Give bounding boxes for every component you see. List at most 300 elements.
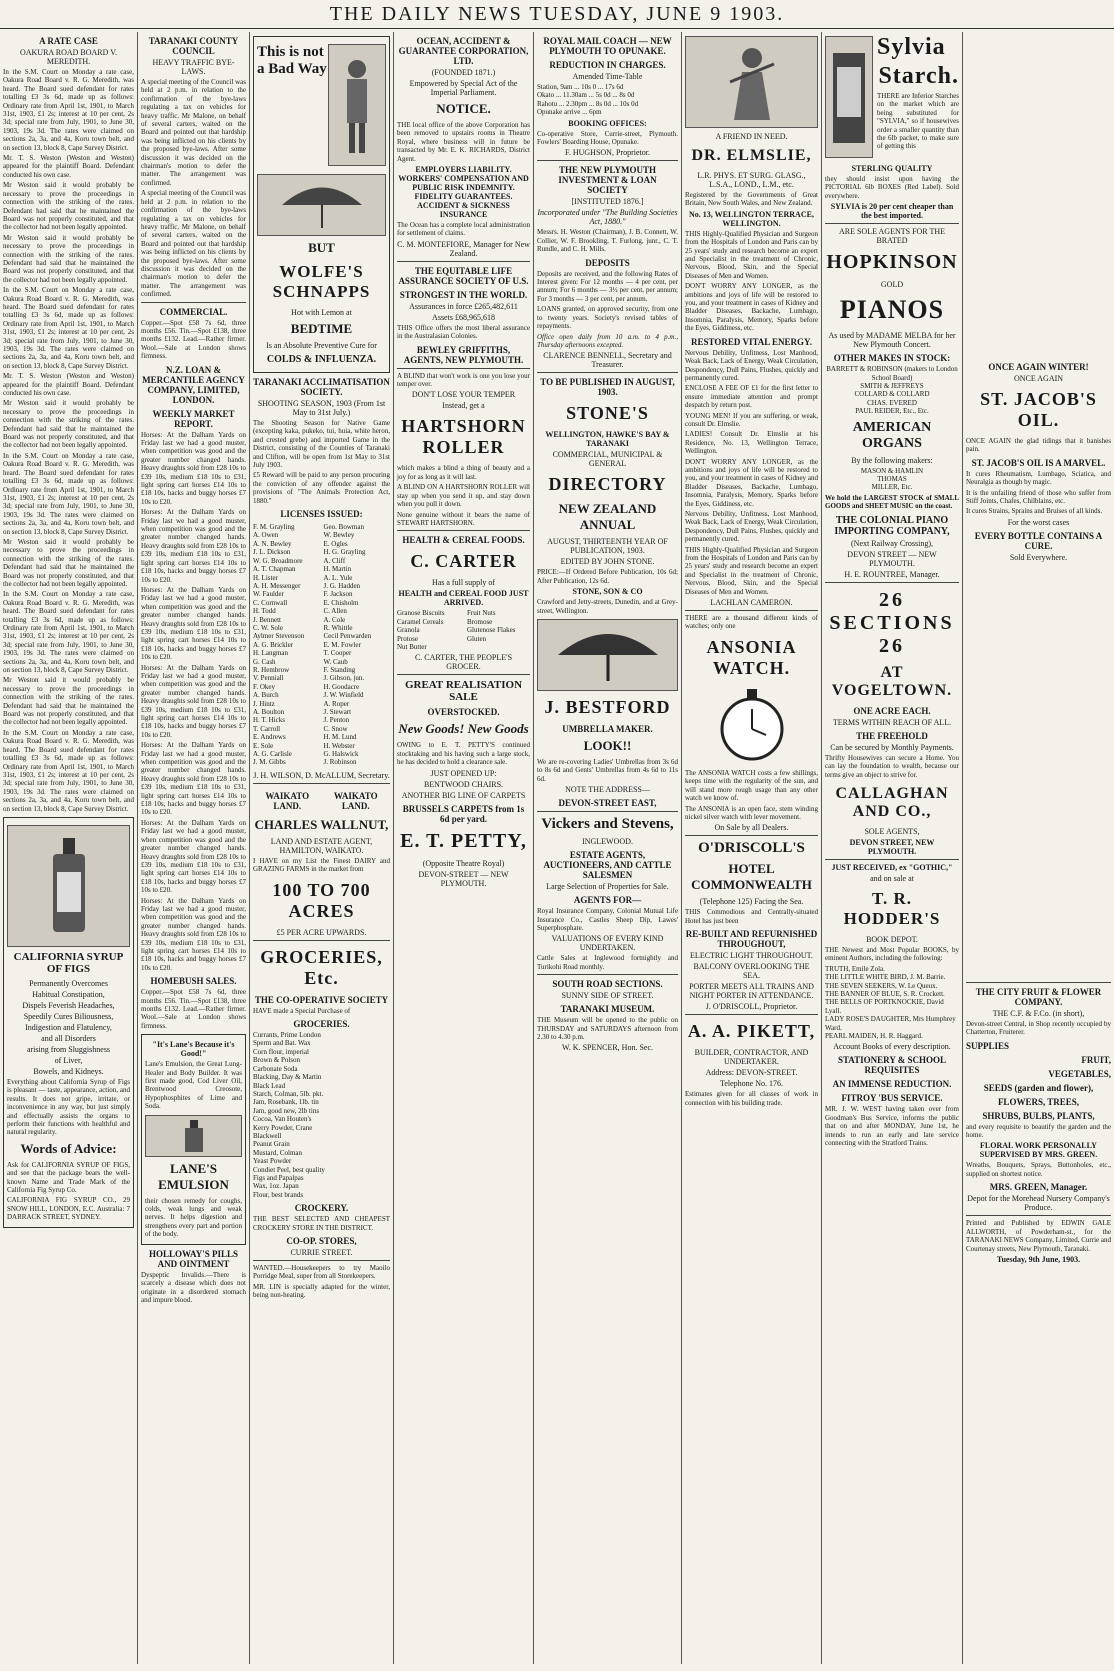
ad-line: Telephone No. 176.	[720, 1079, 783, 1089]
ad-line: BUILDER, CONTRACTOR, AND UNDERTAKER.	[694, 1048, 809, 1067]
list-item: Geo. Bowman	[323, 523, 364, 532]
coach-timetable	[537, 83, 678, 117]
directory-headline: DIRECTORY	[548, 474, 667, 495]
ad-line: Hot with Lemon at	[291, 308, 352, 317]
list-item: THE BELLS OF PORTKNOCKIE, David Lyall.	[825, 998, 944, 1015]
list-item: MILLER, Etc.	[871, 483, 913, 492]
list-item: Figs and Papalpas	[253, 1173, 304, 1182]
article-text: Horses: At the Dalham Yards on Friday last we had a good muster, when competition was good and the greater number changed hands. Heavy draughts sold from £28 10s to £39 10s, medium £18 10s to £31, light spring cart horses £14 10s to £18 10s, hacks and buggy horses £7 10s to £20.	[141, 741, 246, 817]
table-row: Okato ... 11.30am ... 5s 0d ... 8s 0d	[537, 91, 635, 100]
ad-line: COLDS & INFLUENZA.	[266, 354, 377, 365]
licensee-list	[253, 521, 390, 769]
assets-stat: Assets £68,965,618	[432, 312, 495, 322]
article-text: Dyspeptic Invalids.—There is scarcely a disease which does not originate in a disordered stomach and impure blood.	[141, 1270, 246, 1304]
ad-line: RE-BUILT AND REFURNISHED THROUGHOUT,	[685, 929, 818, 950]
list-item: V. Penniall	[253, 674, 284, 683]
hartshorn-headline: HARTSHORN ROLLER	[401, 416, 526, 458]
ad-text: THIS Highly-Qualified Physician and Surgeon from the Hospitals of London and Paris can by 25 years' study and research become an expert and Specialist in the treatment of Chronic, Nervous, Blood, Skin, and the Special Diseases of Men and Women.	[685, 545, 818, 596]
list-item: Yeast Powder	[253, 1157, 292, 1166]
list-item: H. Martin	[323, 565, 352, 574]
ad-line: BALCONY OVERLOOKING THE SEA.	[693, 962, 810, 981]
proprietor-sign: F. HUGHSON, Proprietor.	[565, 148, 650, 158]
list-item: J. Gibson, jun.	[323, 674, 365, 683]
ad-address: CALIFORNIA FIG SYRUP CO., 29 SNOW HILL, LONDON, E.C. Australia: 7 DARRACK STREET, SYDNEY.	[7, 1196, 130, 1222]
ad-text: It cures Rheumatism, Lumbago, Sciatica, and Neuralgia as though by magic.	[966, 469, 1111, 487]
list-item: G. Halswick	[323, 750, 359, 759]
ad-line: ELECTRIC LIGHT THROUGHOUT.	[690, 951, 813, 961]
ad-text: OWING to E. T. PETTY'S continued stocktaking and his having such a large stock, he has decided to hold a clearance sale.	[397, 741, 530, 767]
divider	[397, 261, 530, 262]
colonial-headline: THE COLONIAL PIANO IMPORTING COMPANY,	[834, 514, 950, 537]
ad-line: (Opposite Theatre Royal)	[422, 858, 505, 868]
ad-text: THIS Highly-Qualified Physician and Surgeon from the Hospitals of London and Paris can by 25 years' study and research become an expert and Specialist in the treatment of Chronic, Nervous, Blood, Skin, and the Special Diseases of Men and Women.	[685, 229, 818, 280]
section-heading: FITROY 'BUS SERVICE.	[841, 1093, 943, 1104]
imprint-date: Tuesday, 9th June, 1903.	[996, 1254, 1081, 1264]
ad-line: Is an Absolute Preventive Cure for	[266, 341, 377, 350]
article-text: In the S.M. Court on Monday a rate case, Oakura Road Board v. R. G. Meredith, was heard. The Board sued defendant for rates totalling £3 3s 6d, made up as follows: Ordinary rate from April 1st, 1901, to March 31st, 1903, £1 2s; interest at 10 per cent, 2s 3d; special rate from July, 1901, to June 30, 1903, 19s 3d. The rates were claimed on sections 2a, 3a, and 4a, Koru town belt, and on section 13, block 8, Cape Survey District.	[3, 451, 134, 536]
list-item: J. G. Hadden	[323, 581, 361, 590]
section-heading: LICENSES ISSUED:	[280, 509, 363, 520]
article-text: Mr. T. S. Weston (Weston and Weston) appeared for the plaintiff Board. Defendant conducted his own case.	[3, 154, 134, 179]
ad-line: and on sale at	[870, 873, 914, 883]
secretary-sign: J. H. WILSON, D. McALLUM, Secretary.	[253, 770, 390, 780]
ad-line: DEVON-STREET — NEW PLYMOUTH.	[418, 869, 509, 888]
ad-line: GOLD	[880, 280, 904, 290]
article-text: Copper.—Spot £58 7s 6d, three months £56. Tin.—Spot £138, three months £132. Lead.—Rather firmer. Wool.—Sale at London shows firmness.	[141, 318, 246, 361]
article-text: Horses: At the Dalham Yards on Friday last we had a good muster, when competition was good and the greater number changed hands. Heavy draughts sold from £28 10s to £39 10s, medium £18 10s to £31, light spring cart horses £14 10s to £18 10s, hacks and buggy horses £7 10s to £20.	[141, 818, 246, 895]
watch-icon	[714, 687, 790, 763]
ad-line: RESTORED VITAL ENERGY.	[691, 336, 812, 347]
section-heading: HOMEBUSH SALES.	[150, 976, 237, 987]
ad-line: DEVON STREET, NEW PLYMOUTH.	[849, 837, 935, 856]
list-item: Flour, best brands	[253, 1190, 304, 1199]
ad-line: TERMS WITHIN REACH OF ALL.	[832, 717, 952, 727]
ad-quote: "It's Lane's Because it's Good!"	[152, 1040, 235, 1059]
coop-street: CURRIE STREET.	[290, 1248, 353, 1257]
ad-line: BOOK DEPOT.	[866, 934, 918, 944]
ad-text: The Ocean has a complete local administration for settlement of claims.	[397, 221, 530, 238]
list-item: Granola	[397, 626, 420, 635]
list-item: E. Andrews	[253, 733, 286, 742]
sections-headline: 26 SECTIONS 26	[829, 588, 955, 657]
list-item: E. Ogles	[323, 539, 348, 548]
ad-text: Ask for CALIFORNIA SYRUP OF FIGS, and see that the package bears the well-known Name and Trade Mark of the California Fig Syrup Co.	[7, 1160, 130, 1194]
ad-text: DON'T WORRY ANY LONGER, as the ambitions and joys of life will be restored to you, and your treatment in cases of Kidney and Bladder Diseases, Backache, Lumbago, Insomnia, Paralysis, Memory, Sparks before the Eyes, Giddiness, etc.	[685, 457, 818, 508]
ad-text: The ANSONIA is an open face, stem winding nickel silver watch with lever movement.	[685, 804, 818, 821]
licensee-column	[324, 523, 391, 767]
article-text: In the S.M. Court on Monday a rate case, Oakura Road Board v. R. G. Meredith, was heard. The Board sued defendant for rates totalling £3 3s 6d, made up as follows: Ordinary rate from April 1st, 1901, to March 31st, 1903, £1 2s; interest at 10 per cent, 2s 3d; special rate from July, 1901, to June 30, 1903, 19s 3d. The rates were claimed on sections 2a, 3a, and 4a, Koru town belt, and on section 13, block 8, Cape Survey District.	[3, 590, 134, 675]
list-item: THOMAS	[877, 475, 907, 484]
ad-text: Nervous Debility, Unfitness, Lost Manhood, Weak Back, Lack of Energy, Weak Circulation, Despondency, Dull Pains, Flushes, quickly and permanently cured.	[685, 510, 818, 544]
list-item: BARRETT & ROBINSON (makers to London School Board)	[826, 365, 958, 382]
divider	[397, 674, 530, 675]
article-text: Horses: At the Dalham Yards on Friday last we had a good muster, when competition was good and the greater number changed hands. Heavy draughts sold from £28 10s to £39 10s, medium £18 10s to £31, light spring cart horses £14 10s to £18 10s, hacks and buggy horses £7 10s to £20.	[141, 430, 246, 506]
ad-line: Has a full supply of	[431, 578, 496, 588]
list-item: Wax, 1oz. Japan	[253, 1182, 299, 1191]
ad-line: SUNNY SIDE OF STREET.	[561, 991, 654, 1001]
manager-sign: C. M. MONTEFIORE, Manager for New Zealand.	[397, 239, 530, 258]
waikato-left: WAIKATO LAND.	[265, 790, 310, 811]
ad-line: Speedily Cures Biliousness,	[23, 1011, 114, 1021]
list-item: A. Cliff	[323, 556, 346, 565]
ad-text: THE local office of the above Corporation has been removed to upstairs rooms in Theatre Royal, where business will in future be transacted by Mr. E. K. RICHARDS, District Agent.	[397, 121, 530, 163]
ad-line: EDITED BY JOHN STONE.	[560, 557, 655, 567]
list-item: Brown & Polson	[253, 1056, 301, 1065]
section-subheading: Empowered by Special Act of the Imperial Parliament.	[409, 79, 518, 97]
list-item: H. Lister	[253, 573, 278, 582]
list-item: A. G. Brickler	[253, 640, 294, 649]
ad-text: and every requisite to beautify the garden and the home.	[966, 1122, 1111, 1140]
section-heading: HEALTH & CEREAL FOODS.	[402, 535, 525, 546]
ad-line: Instead, get a	[442, 401, 485, 411]
ad-text: Estimates given for all classes of work in connection with his building trade.	[685, 1090, 818, 1107]
ad-text: Thrifty Housewives can secure a Home. You can lay the foundation to wealth, because our terms give an object to strive for.	[825, 753, 959, 779]
table-row: Rahotu ... 2.30pm ... 8s 0d ... 10s 0d	[537, 99, 639, 108]
ad-text: Royal Insurance Company, Colonial Mutual Life Insurance Co., Castles Sheep Dip, Lawes' Superphosphate.	[537, 907, 678, 932]
article-text: Horses: At the Dalham Yards on Friday last we had a good muster, when competition was good and the greater number changed hands. Heavy draughts sold from £28 10s to £39 10s, medium £18 10s to £31, light spring cart horses £14 10s to £18 10s, hacks and buggy horses £7 10s to £20.	[141, 663, 246, 739]
list-item: A. T. Chapman	[253, 565, 296, 574]
ad-line: SOLE AGENTS,	[864, 826, 920, 836]
ad-text: MR. LIN is specially adapted for the winter, being non-heating.	[253, 1282, 390, 1300]
list-item: F. Standing	[323, 665, 356, 674]
article-text: Copper.—Spot £58 7s 6d, three months £56. Tin.—Spot £138, three months £132. Lead.—Rather firmer. Wool.—Sale at London shows firmness.	[141, 988, 246, 1030]
ad-line: SEEDS (garden and flower),	[983, 1082, 1094, 1093]
lanes-illustration	[145, 1115, 242, 1157]
list-item: F. Okey	[253, 682, 275, 691]
list-item: Peanut Grain	[253, 1140, 290, 1149]
divider	[537, 372, 678, 373]
list-item: Gluten	[467, 634, 487, 643]
section-heading: STRONGEST IN THE WORLD.	[399, 289, 528, 300]
ad-line: THE FREEHOLD	[856, 730, 928, 741]
sale-heading: GREAT REALISATION SALE	[404, 679, 523, 704]
ad-line: SOUTH ROAD SECTIONS.	[552, 979, 663, 990]
list-item: LADY ROSE'S DAUGHTER, Mrs Humphrey Ward.	[825, 1015, 956, 1032]
section-heading: THE CITY FRUIT & FLOWER COMPANY.	[975, 986, 1102, 1007]
list-item: J. Hintz	[253, 699, 275, 708]
list-item: T. Carroll	[253, 724, 281, 733]
list-item: PAUL REIDER, Etc., Etc.	[855, 407, 929, 416]
list-item: W. Bewley	[323, 531, 355, 540]
list-item: Fruit Nuts	[467, 609, 496, 618]
list-item: Sperm and Bat. Wax	[253, 1039, 311, 1048]
ad-line: UMBRELLA MAKER.	[562, 723, 653, 734]
ad-line: C. CARTER, THE PEOPLE'S GROCER.	[414, 653, 513, 672]
divider	[825, 582, 959, 583]
ad-text: THERE are Inferior Starches on the market which are being substituted for "SYLVIA," so if housewives order a smaller quantity than the 6lb packet, to make sure of getting this	[877, 92, 959, 151]
list-item: A. G. Carlisle	[253, 750, 292, 759]
divider	[537, 160, 678, 161]
ad-line: SHRUBS, BULBS, PLANTS,	[982, 1110, 1095, 1121]
list-item: THE SEVEN SEEKERS, W. Le Queux.	[825, 981, 938, 990]
list-item: PEARL MAIDEN, H. R. Haggard.	[825, 1031, 923, 1040]
list-item: C. W. Sole	[253, 623, 283, 632]
umbrella-icon	[277, 180, 367, 230]
odriscoll-headline: O'DRISCOLL'S	[698, 840, 805, 857]
list-item: A. H. Messenger	[253, 581, 301, 590]
list-item: Condiet Peel, best quality	[253, 1165, 325, 1174]
petty-headline: E. T. PETTY,	[400, 829, 527, 852]
column-6	[681, 32, 821, 1664]
ad-line: SUPPLIES	[966, 1040, 1010, 1051]
article-text: Mr Weston said it would probably be necessary to prove the proceedings in connection with the striking of the rates. Defendant had said that he maintained the Board was not properly constituted, and that the collector had not been legally appointed.	[3, 537, 134, 588]
ad-line: PORTER MEETS ALL TRAINS AND NIGHT PORTER IN ATTENDANCE.	[689, 982, 814, 1001]
ad-text: THE Newest and Most Popular BOOKS, by eminent Authors, including the following:	[825, 945, 959, 963]
friend-in-need-illustration	[685, 36, 818, 128]
ad-line: SYLVIA is 20 per cent cheaper than the best imported.	[830, 202, 954, 221]
bottle-icon	[179, 1119, 209, 1153]
ad-line: JUST OPENED UP:	[430, 768, 497, 778]
list-item: C. Cornwall	[253, 598, 288, 607]
booking-heading: BOOKING OFFICES:	[568, 118, 647, 128]
ad-text: DON'T WORRY ANY LONGER, as the ambitions and joys of life will be restored to you, and your treatment in cases of Kidney and Bladder Diseases, Backache, Lumbago, Insomnia, Paralysis, Memory, Sparks before the Eyes, Giddiness, etc.	[685, 282, 818, 333]
section-heading: WEEKLY MARKET REPORT.	[152, 408, 235, 429]
article-text: Mr Weston said it would probably be necessary to prove the proceedings in connection with the striking of the rates. Defendant had said that he maintained the Board was not properly constituted, and that the collector had not been legally appointed.	[3, 181, 134, 232]
list-item: THE LITTLE WHITE BIRD, J. M. Barrie.	[825, 973, 946, 982]
advertiser-sub: LAND AND ESTATE AGENT, HAMILTON, WAIKATO.	[270, 836, 373, 855]
column-7	[821, 32, 962, 1664]
section-heading: COMMERCIAL.	[159, 306, 228, 317]
umbrella-illustration	[537, 619, 678, 691]
ad-title: LANE'S EMULSION	[158, 1160, 229, 1192]
section-heading: ROYAL MAIL COACH — NEW PLYMOUTH TO OPUNAKE.	[543, 36, 672, 56]
article-subheading: OAKURA ROAD BOARD V. MEREDITH.	[19, 48, 118, 66]
list-item: H. Goodacre	[323, 682, 360, 691]
article-text: Horses: At the Dalham Yards on Friday last we had a good muster, when competition was good and the greater number changed hands. Heavy draughts sold from £28 10s to £39 10s, medium £18 10s to £31, light spring cart horses £14 10s to £18 10s, hacks and buggy horses £7 10s to £20.	[141, 585, 246, 662]
ad-line: ANOTHER BIG LINE OF CARPETS	[401, 790, 526, 800]
list-item: CHAS. EVERED	[867, 398, 917, 407]
divider	[537, 811, 678, 812]
ad-line: STONE, SON & CO	[572, 587, 643, 597]
ad-line: STATIONERY & SCHOOL REQUISITES	[837, 1055, 947, 1076]
list-item: J. Penton	[323, 716, 350, 725]
ad-line: Indigestion and Flatulency,	[25, 1022, 112, 1032]
list-item: E. Chisholm	[323, 598, 359, 607]
pianos-headline: PIANOS	[839, 295, 945, 325]
ad-line: VEGETABLES,	[1048, 1068, 1111, 1079]
ad-line: AN IMMENSE REDUCTION.	[832, 1079, 952, 1090]
ad-line: INGLEWOOD.	[582, 837, 633, 847]
ad-text: YOUNG MEN! If you are suffering, or weak, consult Dr. Elmslie.	[685, 411, 818, 428]
article-text: Mr Weston said it would probably be necessary to prove the proceedings in connection with the striking of the rates. Defendant had said that he maintained the Board was not properly constituted, and that the collector had not been legally appointed.	[3, 676, 134, 727]
divider	[966, 982, 1111, 983]
article-text: £5 Reward will be paid to any person procuring the conviction of any offender against the provisions of "The Animals Protection Act, 1880."	[253, 471, 390, 505]
list-item: Bromose	[467, 617, 493, 626]
list-item: H. Langman	[253, 649, 288, 658]
list-item: W. G. Broadmore	[253, 556, 303, 565]
ad-line: AGENTS FOR—	[573, 895, 642, 906]
ad-line: On Sale by all Dealers.	[714, 823, 789, 833]
assurance-stat: Assurances in force £265,482,611	[409, 301, 518, 311]
ad-line: FRUIT,	[1081, 1054, 1111, 1065]
notice-heading: NOTICE.	[436, 101, 491, 116]
starch-box-illustration	[825, 36, 873, 158]
foods-list	[397, 609, 530, 651]
pikett-headline: A. A. PIKETT,	[687, 1021, 816, 1042]
starch-headline: Starch.	[878, 63, 959, 89]
ad-line: DEVON-STREET EAST,	[558, 798, 657, 809]
list-item: SMITH & JEFFREYS	[860, 382, 924, 391]
ad-text: A BLIND that won't work is one you lose your temper over.	[397, 371, 530, 389]
divider	[253, 1260, 390, 1261]
watch-illustration	[685, 685, 818, 765]
ad-text: LOANS granted, on approved security, from one to twenty years. Society's revised tables of repayments.	[537, 305, 678, 331]
sylvia-starch-ad	[825, 32, 959, 162]
ad-text: THIS Office offers the most liberal assurance in the Australasian Colonies.	[397, 323, 530, 341]
list-item: A. Roper	[323, 699, 350, 708]
list-item: Blackwell	[253, 1131, 282, 1140]
divider	[397, 530, 530, 531]
list-item: TRUTH, Emile Zola.	[825, 964, 885, 973]
ad-line: Depot for the Morehead Nursery Company's Produce.	[967, 1194, 1110, 1213]
list-item: Mustard, Colman	[253, 1148, 302, 1157]
ad-text: I HAVE on my List the Finest DAIRY and GRAZING FARMS in the market from	[253, 856, 390, 874]
insurance-types: EMPLOYERS LIABILITY. WORKERS' COMPENSATION AND PUBLIC RISK INDEMNITY. FIDELITY GUARANTEES. ACCIDENT & SICKNESS INSURANCE	[398, 165, 529, 220]
ad-line: VALUATIONS OF EVERY KIND UNDERTAKEN.	[551, 934, 664, 953]
section-heading: N.Z. LOAN & MERCANTILE AGENCY COMPANY, LIMITED, LONDON.	[142, 364, 245, 405]
article-text: In the S.M. Court on Monday a rate case, Oakura Road Board v. R. G. Meredith, was heard. The Board sued defendant for rates totalling £3 3s 6d, made up as follows: Ordinary rate from April 1st, 1901, to March 31st, 1903, £1 2s; interest at 10 per cent, 2s 3d; special rate from July, 1901, to June 30, 1903, 19s 3d. The rates were claimed on sections 2a, 3a, and 4a, Koru town belt, and on section 13, block 8, Cape Survey District.	[3, 728, 134, 813]
syrup-of-figs-ad	[3, 817, 134, 1228]
ad-title: CALIFORNIA SYRUP OF FIGS	[13, 950, 124, 975]
section-heading: TARANAKI ACCLIMATISATION SOCIETY.	[253, 377, 390, 397]
ad-text: ENCLOSE A FEE OF £1 for the first letter to ensure immediate attention and prompt despatch by return post.	[685, 384, 818, 410]
column-5	[533, 32, 681, 1664]
section-heading: THE NEW PLYMOUTH INVESTMENT & LOAN SOCIETY	[558, 165, 657, 196]
section-heading: OTHER MAKES IN STOCK:	[833, 353, 951, 364]
secretary-sign: W. K. SPENCER, Hon. Sec.	[561, 1043, 654, 1053]
list-item: Currants, Prime London	[253, 1031, 321, 1040]
ad-line: Can be secured by Monthly Payments.	[830, 742, 954, 752]
ad-text: A BLIND ON A HARTSHORN ROLLER will stay up when you send it up, and stay down when you pull it down.	[397, 483, 530, 509]
list-item: R. Whittle	[323, 623, 353, 632]
ad-text: PRICE:—If Ordered Before Publication, 10s 6d; After Publication, 12s 6d.	[537, 568, 678, 585]
ad-line: For the worst cases	[1007, 517, 1070, 527]
ad-line: STERLING QUALITY	[851, 164, 933, 173]
list-item: J. L. Dickson	[253, 548, 291, 557]
list-item: Aylmer Stevenson	[253, 632, 305, 641]
ad-text: The ANSONIA WATCH costs a few shillings, keeps time with the regularity of the sun, and will stand more rough usage than any other watch we know of.	[685, 768, 818, 803]
list-item: A. Owen	[253, 531, 279, 540]
vickers-headline: Vickers and Stevens,	[541, 816, 674, 833]
divider	[966, 1215, 1111, 1216]
ad-text: Deposits are received, and the following Rates of Interest given: For 12 months — 4 per cent, per annum; For 6 months — 3½ per cent, per annum; For 3 months — 3 per cent, per annum.	[537, 269, 678, 303]
ad-line: (Next Railway Crossing),	[851, 538, 933, 548]
section-heading: THE EQUITABLE LIFE ASSURANCE SOCIETY OF U.S.	[398, 265, 529, 286]
ad-line: HEALTH and CEREAL FOOD JUST ARRIVED.	[398, 589, 529, 608]
ad-headline: This is not a Bad Way	[257, 44, 327, 77]
ad-text: We are re-covering Ladies' Umbrellas from 3s 6d to 8s 6d and Gents' Umbrellas from 4s 6d to 11s 6d.	[537, 757, 678, 783]
ad-line: LACHLAN CAMERON.	[710, 598, 793, 608]
proprietor-sign: J. O'DRISCOLL, Proprietor.	[705, 1002, 798, 1012]
ad-line: Permanently Overcomes	[29, 978, 108, 988]
ad-text: HAVE made a Special Purchase of	[253, 1006, 351, 1015]
ad-line: FLORAL WORK PERSONALLY SUPERVISED BY MRS. GREEN.	[979, 1141, 1098, 1160]
bestford-headline: J. BESTFORD	[544, 696, 671, 717]
divider	[537, 974, 678, 975]
figure-illustration	[328, 44, 386, 166]
list-item: F. Jackson	[323, 590, 353, 599]
new-goods-headline: New Goods! New Goods	[398, 721, 529, 737]
makers-list	[825, 365, 959, 415]
list-item: Corn flour, imperial	[253, 1047, 309, 1056]
list-item: W. Faulder	[253, 590, 284, 599]
coop-stores: CO-OP. STORES,	[286, 1236, 357, 1246]
list-item: E. M. Fowler	[323, 640, 361, 649]
timetable-heading: Amended Time-Table	[572, 72, 643, 81]
ad-text: Wreaths, Bouquets, Sprays, Buttonholes, etc., supplied on shortest notice.	[966, 1161, 1111, 1178]
section-heading: TO BE PUBLISHED IN AUGUST, 1903.	[540, 377, 675, 398]
article-text: In the S.M. Court on Monday a rate case, Oakura Road Board v. R. G. Meredith, was heard. The Board sued defendant for rates totalling £3 3s 6d, made up as follows: Ordinary rate from April 1st, 1901, to March 31st, 1903, £1 2s; interest at 10 per cent, 2s 3d; special rate from July, 1901, to June 30, 1903, 19s 3d. The rates were claimed on sections 2a, 3a, and 4a, Koru town belt, and on section 13, block 8, Cape Survey District.	[3, 286, 134, 370]
article-text: Horses: At the Dalham Yards on Friday last we had a good muster, when competition was good and the greater number changed hands. Heavy draughts sold from £28 10s to £39 10s, medium £18 10s to £31, light spring cart horses £14 10s to £18 10s, hacks and buggy horses £7 10s to £20.	[141, 508, 246, 584]
organs-headline: AMERICAN ORGANS	[852, 419, 932, 451]
table-row: Station, 9am ... 10s 0 ... 17s 6d	[537, 83, 624, 91]
list-item: G. Cash	[253, 657, 276, 666]
divider	[685, 1014, 818, 1015]
ansonia-headline: ANSONIA WATCH.	[706, 636, 797, 678]
ad-line: THE C.F. & F.Co. (in short),	[992, 1008, 1085, 1018]
list-item: Jam, Rosebank, 1lb. tin	[253, 1098, 319, 1107]
sylvia-headline: Sylvia	[877, 34, 946, 60]
groceries-headline: GROCERIES, Etc.	[260, 946, 383, 988]
list-item: Granose Biscuits	[397, 609, 445, 618]
section-heading: DEPOSITS	[585, 257, 630, 268]
ad-text: MR. J. W. WEST having taken over from Goodman's Bus Service, informs the public that on and after MONDAY, June 1st, he intends to run an early and late service connecting with the Stratford Trains.	[825, 1105, 959, 1147]
ad-text: ONCE AGAIN the glad tidings that it banishes pain.	[966, 437, 1111, 454]
divider	[253, 783, 390, 784]
ad-line: WELLINGTON, HAWKE'S BAY & TARANAKI	[545, 430, 670, 449]
ad-text: THERE are a thousand different kinds of watches; only one	[685, 614, 818, 631]
sale-subheading: OVERSTOCKED.	[427, 707, 500, 718]
ad-line: ONE ACRE EACH.	[853, 705, 931, 716]
divider	[825, 859, 959, 860]
ad-text: Everything about California Syrup of Figs is pleasant — taste, appearance, action, and results. It does not gripe, irritate, or inconvenience in any way, but just simply and effectually assists the organs to perform their functions with healthful and natural regularity.	[7, 1077, 130, 1137]
ad-text: Nervous Debility, Unfitness, Lost Manhood, Weak Back, Lack of Energy, Weak Circulation, Despondency, Dull Pains, Flushes, quickly and permanently cured.	[685, 348, 818, 382]
divider	[685, 610, 818, 611]
waikato-heading	[253, 787, 390, 813]
bottle-icon	[39, 836, 99, 936]
article-text: A special meeting of the Council was held at 2 p.m. in relation to the confirmation of the bye-laws regulating a tax on vehicles for heavy traffic. Mr Malone, on behalf of several carters, waited on the Board and pointed out that hardship was being inflicted on his clients by the proposed bye-laws. After some discussion it was decided on the chairman's motion to defer the matter. The arrangement was confirmed.	[141, 78, 246, 187]
ad-line: COMMERCIAL, MUNICIPAL & GENERAL	[552, 450, 663, 469]
article-text: Mr Weston said it would probably be necessary to prove the proceedings in connection with the striking of the rates. Defendant had said that he maintained the Board was not properly constituted, and that the collector had not been legally appointed.	[3, 233, 134, 284]
article-text: Horses: At the Dalham Yards on Friday last we had a good muster, when competition was good and the greater number changed hands. Heavy draughts sold from £28 10s to £39 10s, medium £18 10s to £31, light spring cart horses £14 10s to £18 10s, hacks and buggy horses £7 10s to £20.	[141, 896, 246, 972]
ad-line: Habitual Constipation,	[32, 989, 105, 999]
ad-line: BEDTIME	[290, 321, 353, 336]
organ-makers-list	[825, 467, 959, 492]
list-item: Glutenose Flakes	[467, 626, 516, 635]
column-3	[249, 32, 393, 1664]
table-row: Opunake arrive ... 6pm	[537, 108, 602, 117]
section-heading: CROCKERY.	[294, 1203, 349, 1214]
list-item: Starch, Colman, 5lb. pkt.	[253, 1089, 324, 1098]
ad-text: Lane's Emulsion, the Great Lung-Healer and Body Builder. It was first made good, Cod Liver Oil, Brentwood Creosote, Hypophosphites of Lime and Soda.	[145, 1060, 242, 1111]
list-item: MASON & HAMLIN	[860, 466, 924, 475]
list-item: A. N. Bewley	[253, 539, 292, 548]
coop-name: THE CO-OPERATIVE SOCIETY	[254, 994, 389, 1005]
list-item: C. Snow	[323, 724, 348, 733]
divider	[685, 835, 818, 836]
ad-line: BENTWOOD CHAIRS.	[423, 779, 504, 789]
ad-line: JUST RECEIVED, ex "GOTHIC,"	[831, 862, 953, 872]
ad-line: (Telephone 125) Facing the Sea.	[699, 897, 804, 907]
ad-line: NOTE THE ADDRESS—	[565, 785, 650, 795]
ad-line: ARE SOLE AGENTS FOR THE BRATED	[838, 227, 946, 246]
ad-line: Address: DEVON-STREET.	[705, 1068, 798, 1078]
ad-text: Office open daily from 10 a.m. to 4 p.m., Thursday afternoons excepted.	[537, 332, 678, 349]
list-item: H. M. Lund	[323, 733, 357, 742]
ad-line: arising from Sluggishness	[26, 1044, 111, 1054]
article-text: The Shooting Season for Native Game (excepting kaka, pukeko, tui, huia, white heron, and crested grebe) and imported Game in the District, consisting of the Counties of Taranaki and Clifton, will be open from 1st May to 31st July 1903.	[253, 419, 390, 470]
ad-text: It is the unfailing friend of those who suffer from Stiff Joints, Chafes, Chilblains, etc.	[966, 488, 1111, 506]
